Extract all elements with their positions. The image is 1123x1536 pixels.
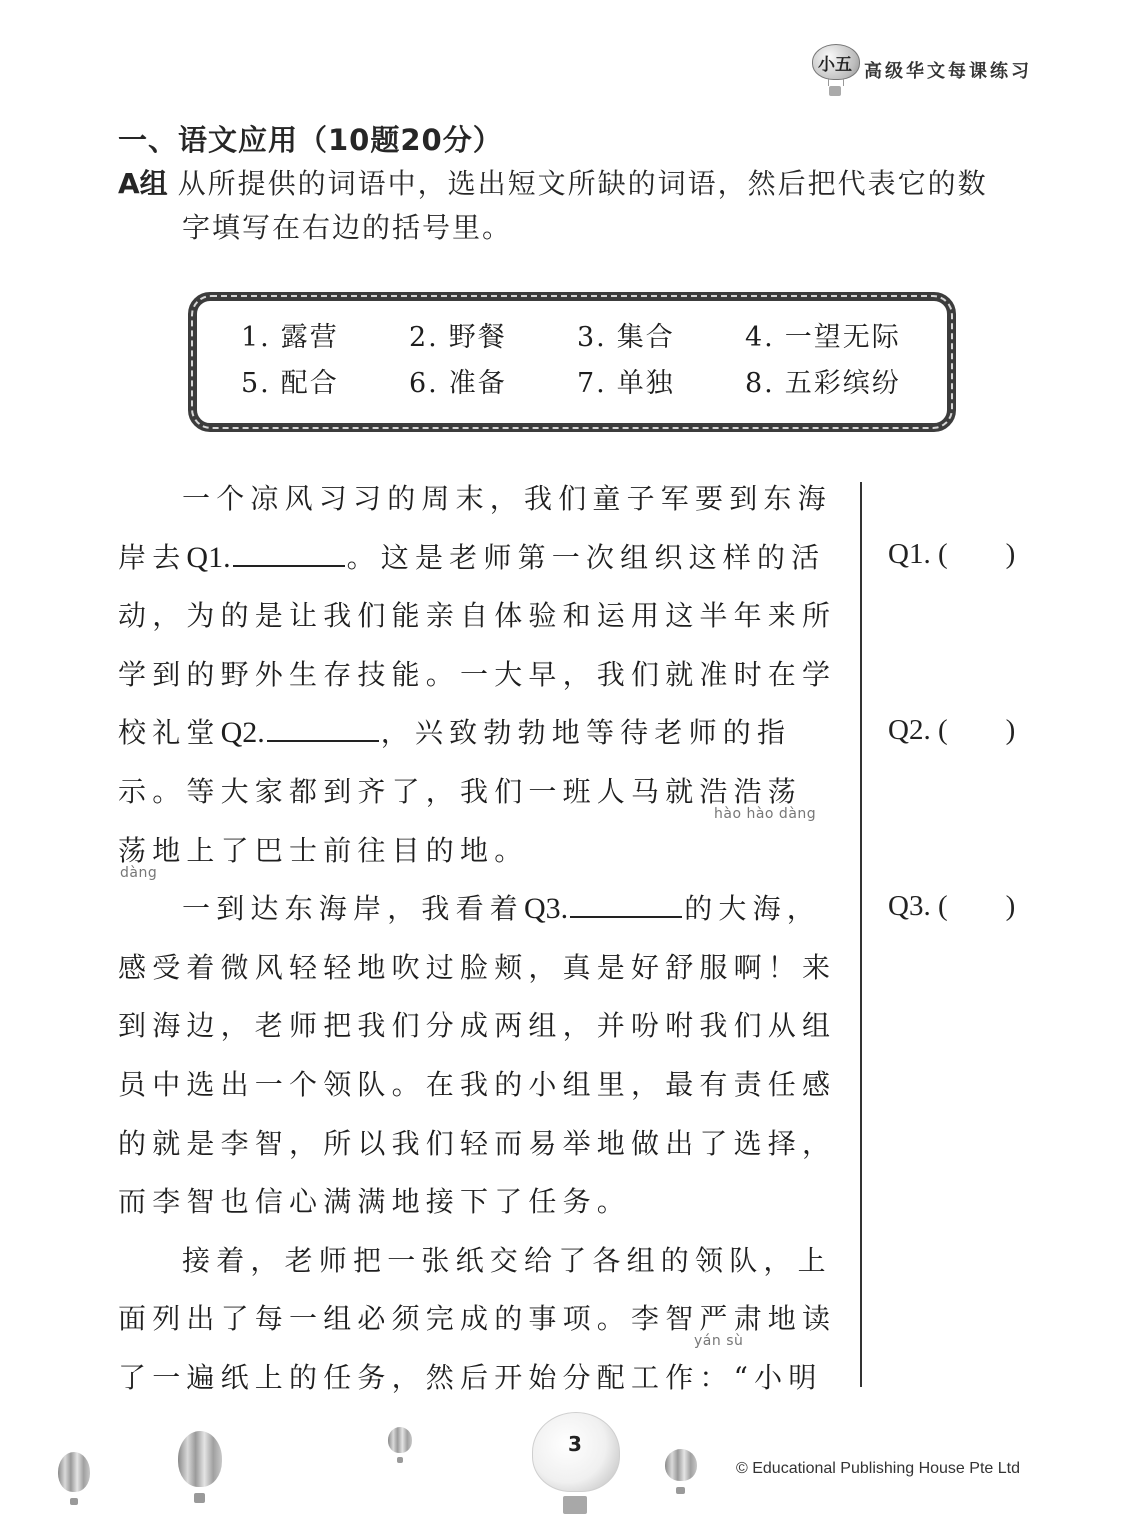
- q3-label: Q3.: [524, 892, 569, 926]
- instruction-line-1: 从所提供的词语中，选出短文所缺的词语，然后把代表它的数: [177, 167, 988, 200]
- answer-q1[interactable]: Q1. ( ): [888, 538, 1016, 570]
- passage-line: 校礼堂Q2. ，兴致勃勃地等待老师的指: [118, 716, 792, 750]
- passage-line: 了一遍纸上的任务，然后开始分配工作：“小明: [118, 1360, 823, 1394]
- word-bank-item: 4. 一望无际: [745, 322, 901, 353]
- word-bank-box: [188, 292, 956, 432]
- section-title: 一、语文应用（10题20分）: [118, 123, 503, 157]
- word-bank-item: 8. 五彩缤纷: [745, 368, 901, 399]
- answer-q3[interactable]: Q3. ( ): [888, 890, 1016, 922]
- passage-line: 的就是李智，所以我们轻而易举地做出了选择，: [118, 1126, 837, 1160]
- passage-line: 一到达东海岸，我看着Q3. 的大海，: [182, 892, 821, 926]
- word-bank-item: 2. 野餐: [409, 322, 507, 353]
- answer-q2[interactable]: Q2. ( ): [888, 714, 1016, 746]
- passage-line: 面列出了每一组必须完成的事项。李智严肃地读 yán sù: [118, 1302, 837, 1350]
- passage-line: 到海边，老师把我们分成两组，并吩咐我们从组: [118, 1009, 837, 1043]
- q3-blank[interactable]: [570, 892, 682, 918]
- page-number-balloon: [532, 1412, 620, 1522]
- passage-line: 岸去Q1. 。这是老师第一次组织这样的活: [118, 540, 826, 574]
- grade-balloon-icon: [812, 42, 858, 98]
- pinyin-yansu: yán sù: [694, 1333, 744, 1350]
- word-bank-item: 1. 露营: [241, 322, 339, 353]
- word-bank-item: 3. 集合: [577, 322, 675, 353]
- word-bank-item: 7. 单独: [577, 368, 675, 399]
- passage: [118, 470, 837, 1408]
- answer-column-divider: [860, 482, 862, 1387]
- instruction-block: [118, 162, 1048, 250]
- q1-label: Q1.: [186, 540, 231, 574]
- passage-line: 示。等大家都到齐了，我们一班人马就浩浩荡 hào hào dàng: [118, 774, 817, 822]
- passage-line: 接着，老师把一张纸交给了各组的领队，上: [182, 1243, 832, 1277]
- word-bank-item: 5. 配合: [241, 368, 339, 399]
- series-header: [812, 42, 1032, 98]
- q2-label: Q2.: [220, 716, 265, 750]
- page-number: 3: [568, 1432, 582, 1456]
- passage-line: 动，为的是让我们能亲自体验和运用这半年来所: [118, 599, 837, 633]
- passage-line: 感受着微风轻轻地吹过脸颊，真是好舒服啊！来: [118, 950, 837, 984]
- passage-line: 一个凉风习习的周末，我们童子军要到东海: [182, 482, 832, 515]
- grade-badge: 小五: [818, 55, 852, 75]
- instruction-line-2: 字填写在右边的括号里。: [182, 211, 513, 244]
- word-bank-item: 6. 准备: [409, 368, 507, 399]
- passage-line: 而李智也信心满满地接下了任务。: [118, 1185, 632, 1219]
- passage-line: 荡地上了巴士前往目的地。 dàng: [118, 833, 529, 881]
- series-title: 高级华文每课练习: [864, 61, 1032, 82]
- q1-blank[interactable]: [233, 541, 345, 567]
- group-tag: A组: [118, 167, 168, 200]
- passage-line: 员中选出一个领队。在我的小组里，最有责任感: [118, 1067, 837, 1101]
- passage-line: 学到的野外生存技能。一大早，我们就准时在学: [118, 657, 837, 691]
- word-bank-grid: [241, 319, 945, 403]
- pinyin-dang: dàng: [120, 864, 158, 881]
- pinyin-haohaodang: hào hào dàng: [714, 805, 817, 822]
- q2-blank[interactable]: [267, 716, 379, 742]
- copyright-notice: © Educational Publishing House Pte Ltd: [736, 1460, 1020, 1477]
